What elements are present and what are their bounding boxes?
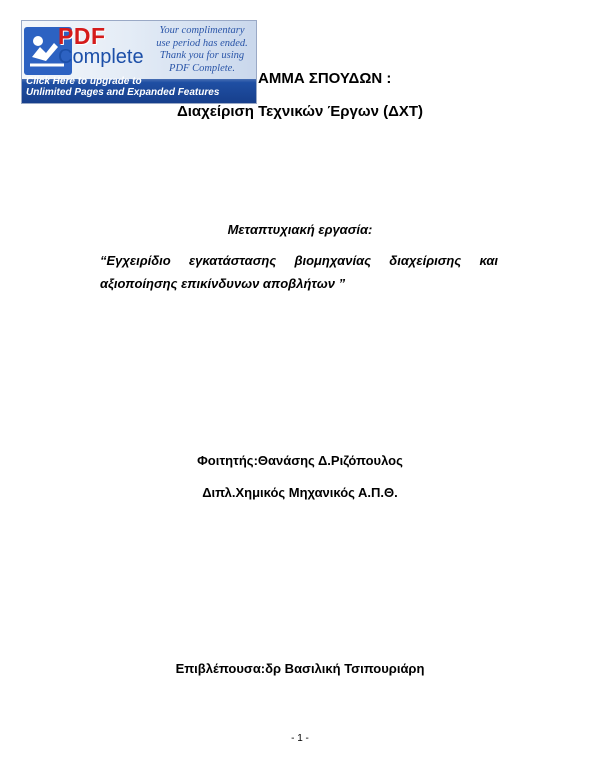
banner-note-line: Your complimentary [159,25,245,36]
banner-note-line: Thank you for using [159,50,245,61]
upgrade-link[interactable] [26,76,256,98]
page-number: - 1 - [291,733,309,744]
thesis-title-line-1 [100,253,498,268]
thesis-title-word: διαχείρισης [389,253,462,268]
banner-note-line: PDF Complete. [169,62,235,74]
thesis-title-word: “Εγχειρίδιο [100,253,171,268]
banner-note-line: use period has ended. [156,37,248,49]
banner-note [150,25,254,75]
upgrade-link-line[interactable]: Click Here to upgrade to [26,76,142,87]
program-title: Διαχείριση Τεχνικών Έργων (ΔΧΤ) [176,103,424,120]
pdf-complete-upgrade-banner[interactable] [21,20,257,104]
banner-logo-pdf: PDF [58,23,106,49]
program-heading: ΑΜΜΑ ΣΠΟΥΔΩΝ : [258,70,392,87]
student-name: Φοιτητής:Θανάσης Δ.Ριζόπουλος [197,453,403,468]
thesis-title-line-2: αξιοποίησης επικίνδυνων αποβλήτων ” [100,276,346,291]
upgrade-link-line[interactable]: Unlimited Pages and Expanded Features [26,87,220,98]
thesis-label: Μεταπτυχιακή εργασία: [227,222,373,237]
supervisor-name: Επιβλέπουσα:δρ Βασιλική Τσιπουριάρη [175,661,425,676]
banner-logo-complete: Complete [58,46,144,68]
thesis-title-word: εγκατάστασης [188,253,277,268]
student-degree: Διπλ.Χημικός Μηχανικός Α.Π.Θ. [202,485,398,500]
thesis-title-word: και [479,253,498,268]
thesis-title-word: βιομηχανίας [294,253,372,268]
